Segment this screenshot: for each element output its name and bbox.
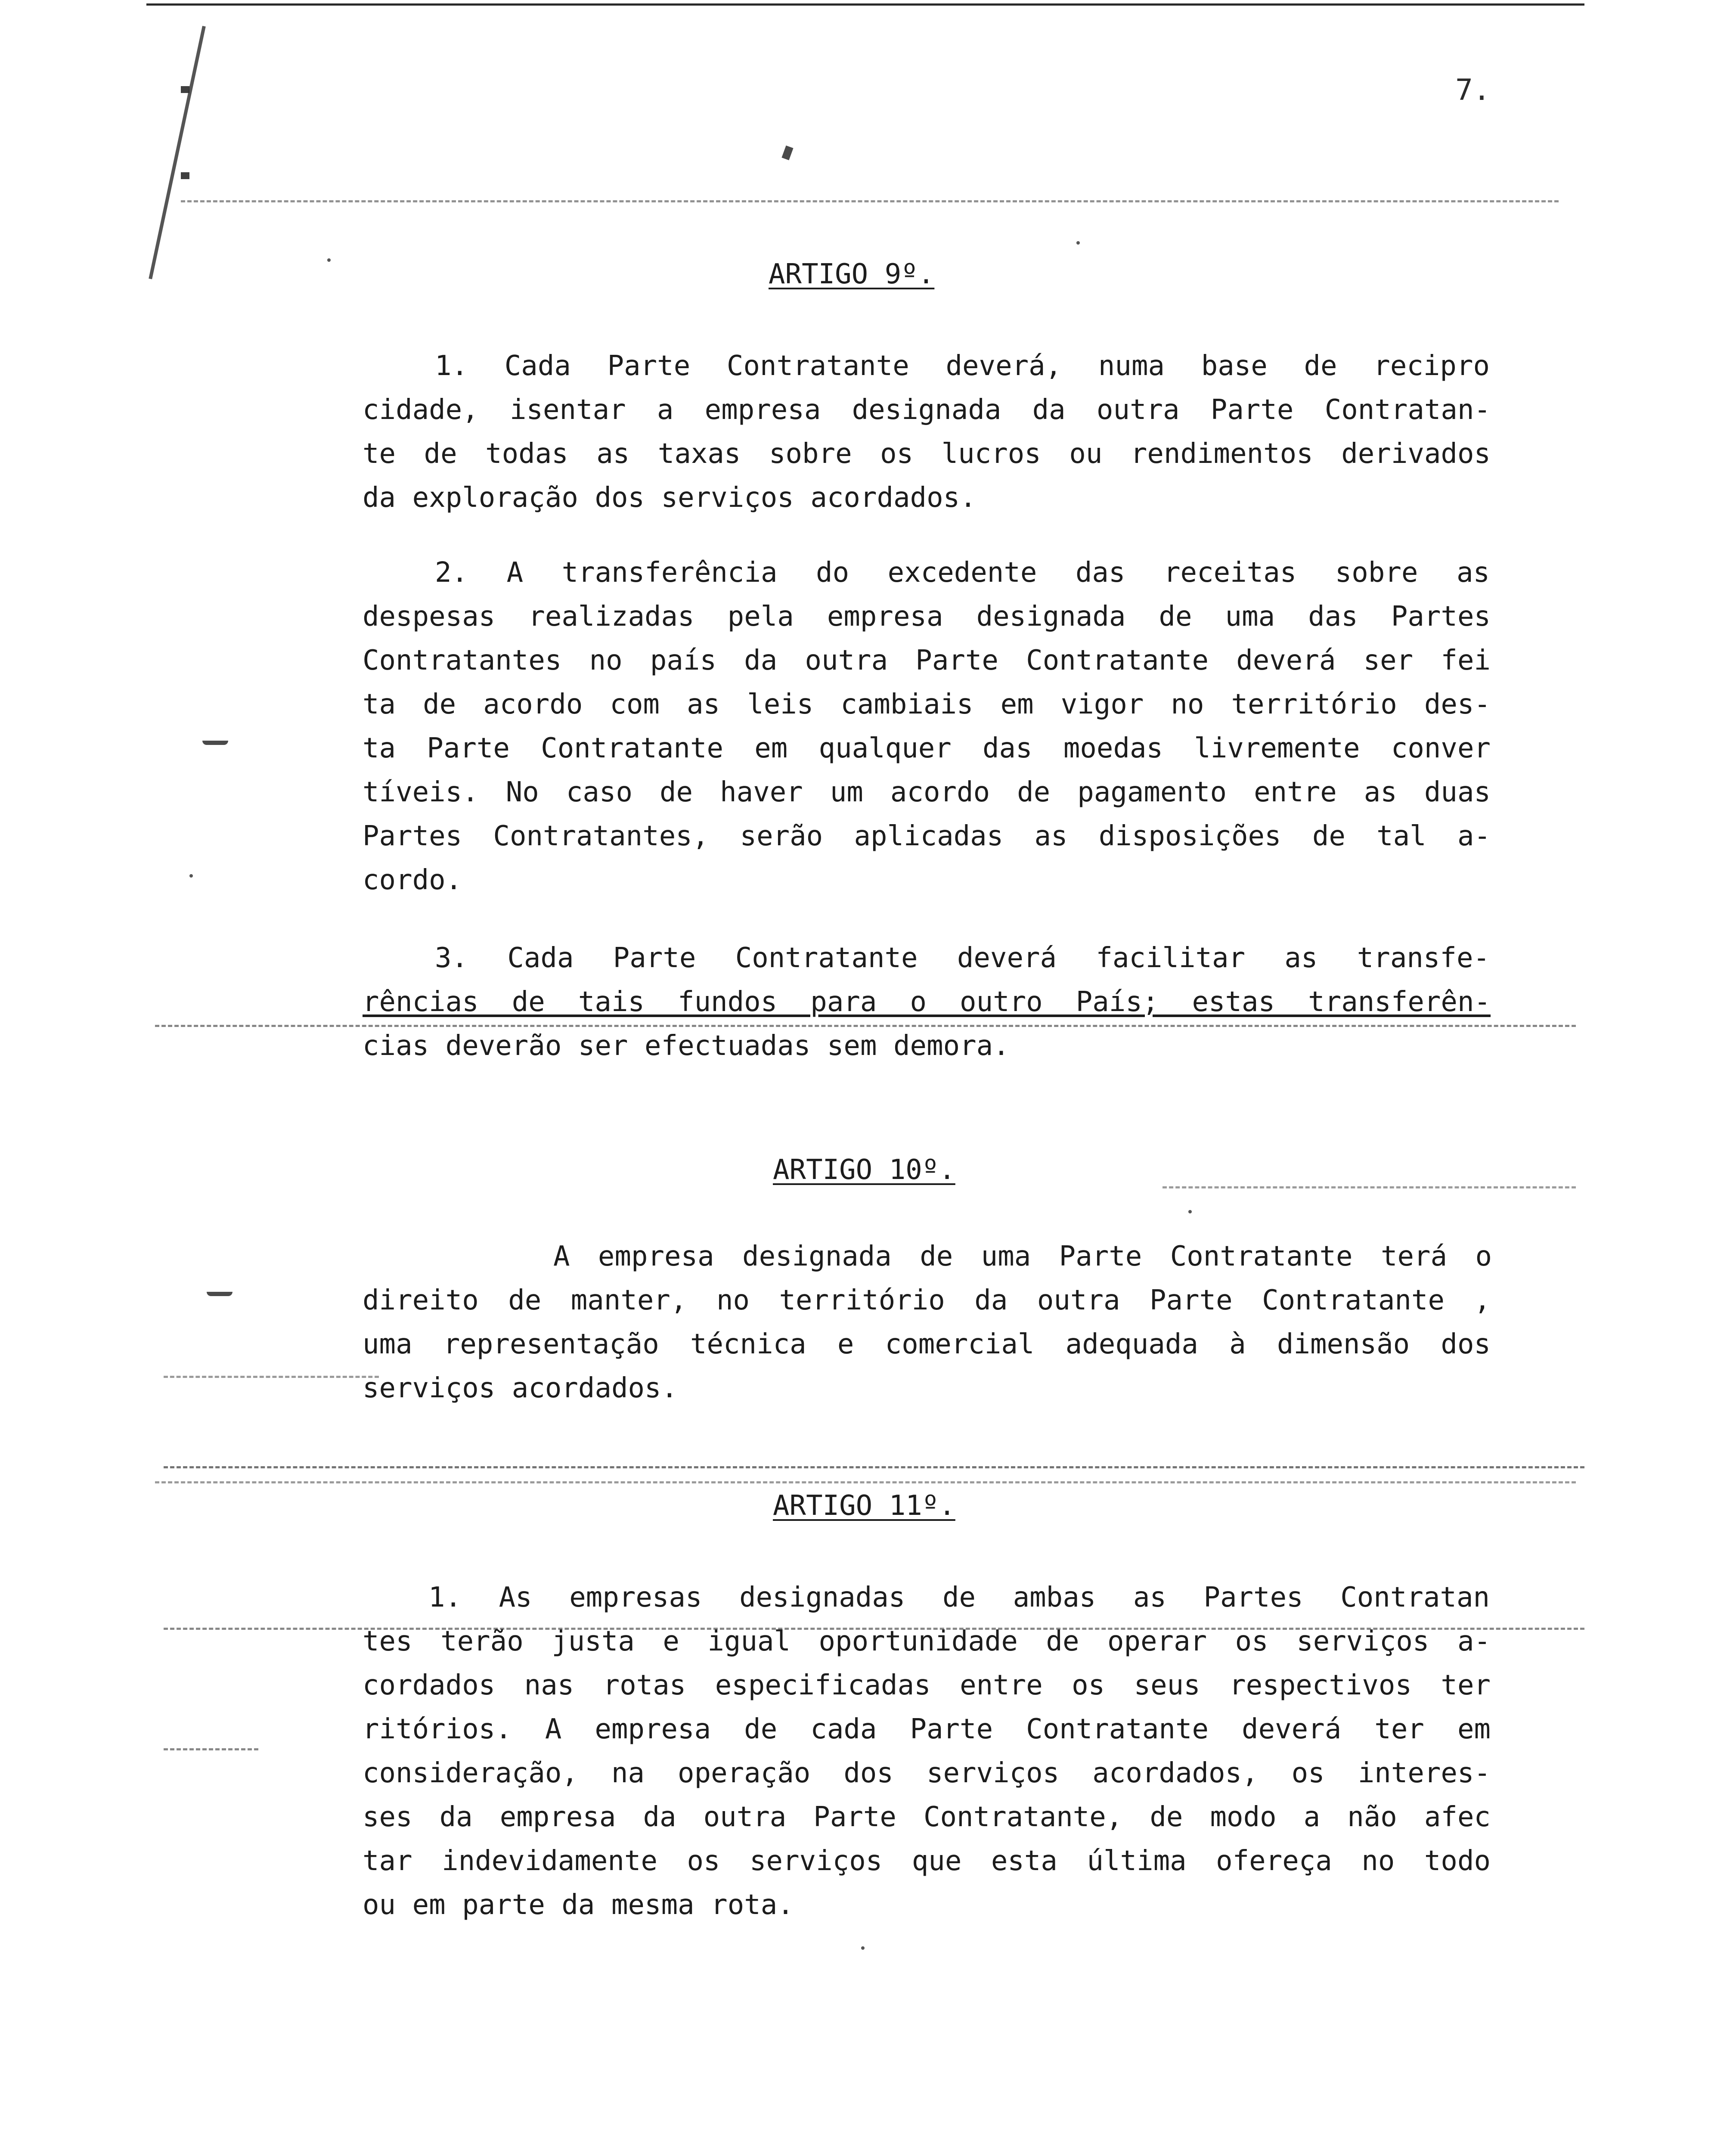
article-11-line: ses da empresa da outra Parte Contratante, de modo a não afec bbox=[363, 1801, 1491, 1833]
article-9-line: te de todas as taxas sobre os lucros ou rendimentos derivados bbox=[363, 438, 1491, 470]
scan-dash-line bbox=[181, 200, 1559, 202]
article-10-heading: ARTIGO 10º. bbox=[773, 1154, 955, 1186]
article-9-line: 2. A transferência do excedente das receitas sobre as bbox=[435, 557, 1490, 589]
article-10-line: uma representação técnica e comercial adequada à dimensão dos bbox=[363, 1328, 1491, 1360]
article-9-heading: ARTIGO 9º. bbox=[769, 258, 935, 290]
scan-speck bbox=[861, 1946, 865, 1950]
article-11-heading: ARTIGO 11º. bbox=[773, 1490, 955, 1522]
scan-dash-line bbox=[164, 1748, 258, 1750]
scan-dash-line bbox=[164, 1466, 1584, 1468]
article-9-line: Partes Contratantes, serão aplicadas as disposições de tal a- bbox=[363, 820, 1491, 852]
article-11-line: 1. As empresas designadas de ambas as Partes Contratan bbox=[428, 1582, 1490, 1613]
article-11-line: tes terão justa e igual oportunidade de operar os serviços a- bbox=[363, 1626, 1491, 1657]
article-11-line: tar indevidamente os serviços que esta última ofereça no todo bbox=[363, 1845, 1491, 1877]
margin-mark bbox=[207, 1292, 232, 1296]
margin-mark bbox=[181, 172, 189, 179]
article-9-line: cias deverão ser efectuadas sem demora. bbox=[363, 1030, 1010, 1062]
scan-speck bbox=[1076, 241, 1080, 245]
article-9-line: tíveis. No caso de haver um acordo de pagamento entre as duas bbox=[363, 776, 1491, 808]
scan-dash-line bbox=[155, 1481, 1576, 1483]
article-9-line: cordo. bbox=[363, 864, 462, 896]
margin-mark bbox=[202, 741, 228, 745]
scan-speck bbox=[1188, 1210, 1192, 1213]
article-10-line: A empresa designada de uma Parte Contratante terá o bbox=[553, 1241, 1492, 1272]
article-11-line: ritórios. A empresa de cada Parte Contratante deverá ter em bbox=[363, 1713, 1491, 1745]
article-9-line: 3. Cada Parte Contratante deverá facilitar as transfe- bbox=[435, 942, 1490, 974]
article-11-line: cordados nas rotas especificadas entre os seus respectivos ter bbox=[363, 1669, 1491, 1701]
article-9-line: 1. Cada Parte Contratante deverá, numa base de recipro bbox=[435, 350, 1490, 382]
article-9-line: Contratantes no país da outra Parte Contratante deverá ser fei bbox=[363, 645, 1491, 676]
article-9-line: da exploração dos serviços acordados. bbox=[363, 482, 976, 514]
article-9-line: ta de acordo com as leis cambiais em vigor no território des- bbox=[363, 689, 1491, 720]
scan-speck bbox=[327, 258, 331, 262]
article-9-line: rências de tais fundos para o outro País; estas transferên- bbox=[363, 986, 1491, 1018]
article-11-line: consideração, na operação dos serviços acordados, os interes- bbox=[363, 1757, 1491, 1789]
article-11-line: ou em parte da mesma rota. bbox=[363, 1889, 794, 1921]
margin-mark bbox=[149, 26, 206, 279]
margin-mark bbox=[181, 86, 189, 93]
article-9-line: ta Parte Contratante em qualquer das moedas livremente conver bbox=[363, 732, 1491, 764]
scan-top-border bbox=[146, 3, 1584, 6]
page-number: 7. bbox=[1455, 73, 1491, 107]
scan-dash-line bbox=[1162, 1186, 1576, 1188]
article-9-line: cidade, isentar a empresa designada da outra Parte Contratan- bbox=[363, 394, 1491, 426]
article-9-line: despesas realizadas pela empresa designada de uma das Partes bbox=[363, 601, 1491, 633]
margin-mark bbox=[781, 146, 793, 160]
article-10-line: serviços acordados. bbox=[363, 1372, 678, 1404]
article-10-line: direito de manter, no território da outra Parte Contratante , bbox=[363, 1284, 1491, 1316]
scan-speck bbox=[189, 874, 193, 878]
scan-dash-line bbox=[164, 1376, 379, 1378]
